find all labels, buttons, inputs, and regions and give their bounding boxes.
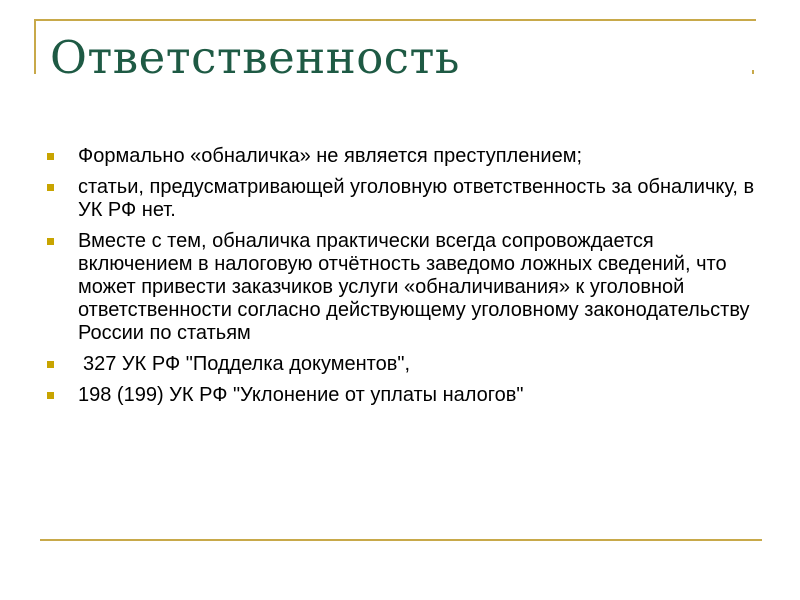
bullet-item	[47, 145, 767, 168]
square-bullet-icon	[47, 238, 54, 245]
slide-title: Ответственность	[50, 31, 460, 84]
square-bullet-icon	[47, 361, 54, 368]
title-frame-right-tick	[752, 70, 754, 74]
title-frame-top-line	[34, 19, 756, 21]
bottom-divider-line	[40, 539, 762, 541]
square-bullet-icon	[47, 153, 54, 160]
bullet-text: статьи, предусматривающей уголовную ответственность за обналичку, в УК РФ нет.	[78, 176, 755, 221]
bullet-text: 327 УК РФ "Подделка документов",	[83, 353, 411, 375]
bullet-text: Формально «обналичка» не является преступлением;	[78, 145, 582, 167]
bullet-item	[47, 384, 767, 407]
bullet-item	[47, 353, 767, 376]
bullet-text: Вместе с тем, обналичка практически всегда сопровождается включением в налоговую отчётность заведомо ложных сведений, что может привести заказчиков услуги «обналичивания» к уголовной ответственности согласно действующему уголовному законодательству России по статьям	[78, 230, 750, 344]
bullet-item	[47, 230, 767, 345]
bullet-item	[47, 176, 767, 222]
bullet-list	[47, 145, 767, 415]
title-frame-left-line	[34, 19, 36, 74]
square-bullet-icon	[47, 184, 54, 191]
square-bullet-icon	[47, 392, 54, 399]
bullet-text: 198 (199) УК РФ "Уклонение от уплаты налогов"	[78, 384, 524, 406]
